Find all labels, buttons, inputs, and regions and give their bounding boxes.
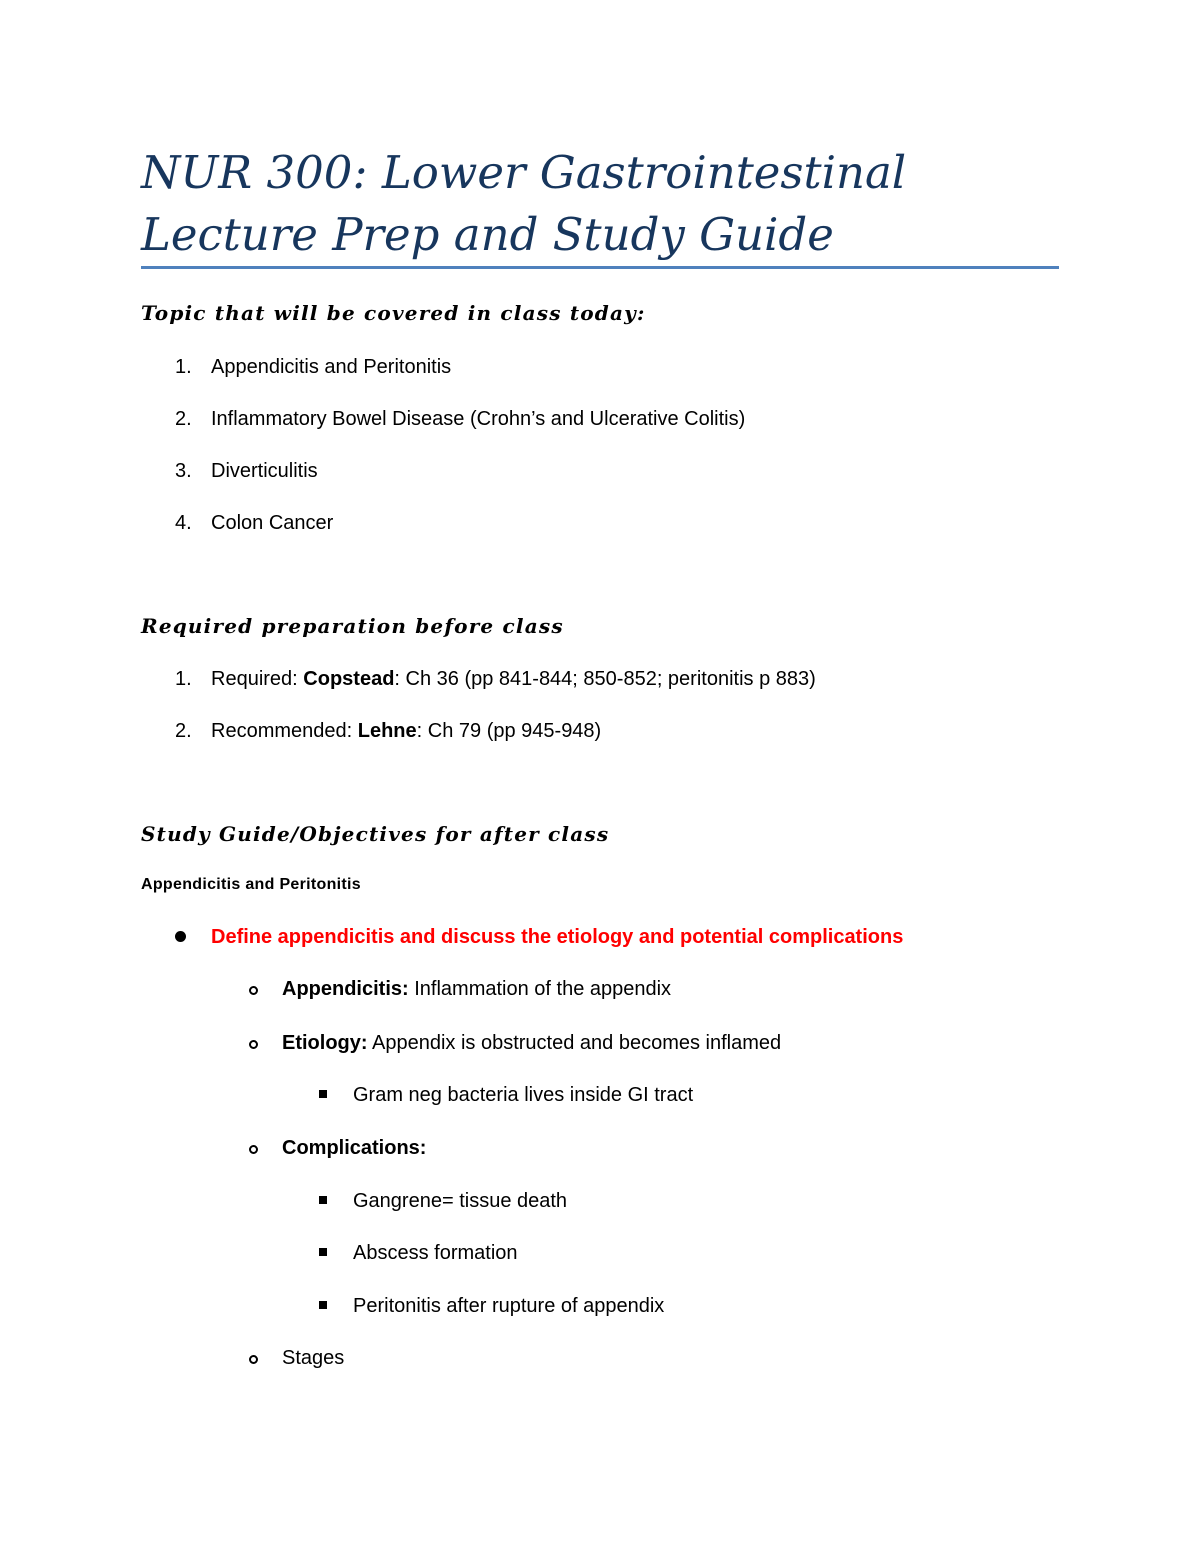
hollow-bullet-icon xyxy=(249,1145,258,1154)
requirement-label: Recommended: xyxy=(211,720,358,742)
definition-body: Inflammation of the appendix xyxy=(408,978,672,1000)
topics-heading: Topic that will be covered in class today: xyxy=(141,301,646,325)
reading-pages: : Ch 36 (pp 841-844; 850-852; peritonitis p 883) xyxy=(394,668,816,690)
topic-text: Appendicitis and Peritonitis xyxy=(211,356,452,378)
topic-text: Colon Cancer xyxy=(211,512,334,534)
title-line-1: NUR 300: Lower Gastrointestinal xyxy=(141,146,907,199)
preparation-text xyxy=(211,718,601,744)
textbook-name: Lehne xyxy=(357,720,417,742)
hollow-bullet-icon xyxy=(249,1355,258,1364)
etiology-term: Etiology: xyxy=(282,1032,368,1054)
title-divider xyxy=(141,266,1059,269)
complication-text: Abscess formation xyxy=(353,1242,518,1264)
requirement-label: Required: xyxy=(211,668,304,690)
square-bullet-icon xyxy=(319,1248,327,1256)
study-guide-subheading: Appendicitis and Peritonitis xyxy=(141,876,361,893)
hollow-bullet-icon xyxy=(249,986,258,995)
topic-text: Inflammatory Bowel Disease (Crohn’s and Ulcerative Colitis) xyxy=(211,408,746,430)
square-bullet-icon xyxy=(319,1090,327,1098)
list-number: 4. xyxy=(175,512,192,534)
list-number: 2. xyxy=(175,408,192,430)
title-line-2: Lecture Prep and Study Guide xyxy=(141,208,834,261)
study-guide-heading: Study Guide/Objectives for after class xyxy=(141,822,610,846)
preparation-text xyxy=(211,666,816,692)
etiology-text xyxy=(282,1030,781,1056)
objective-text: Define appendicitis and discuss the etiology and potential complications xyxy=(211,926,904,948)
topic-text: Diverticulitis xyxy=(211,460,318,482)
list-number: 1. xyxy=(175,668,192,690)
definition-term: Appendicitis: xyxy=(282,978,409,1000)
hollow-bullet-icon xyxy=(249,1040,258,1049)
list-number: 2. xyxy=(175,720,192,742)
textbook-name: Copstead xyxy=(303,668,395,690)
complication-text: Peritonitis after rupture of appendix xyxy=(353,1295,665,1317)
stages-text: Stages xyxy=(282,1347,345,1369)
list-number: 3. xyxy=(175,460,192,482)
filled-bullet-icon xyxy=(175,931,186,942)
square-bullet-icon xyxy=(319,1301,327,1309)
square-bullet-icon xyxy=(319,1196,327,1204)
complication-text: Gangrene= tissue death xyxy=(353,1190,568,1212)
definition-text xyxy=(282,976,671,1002)
reading-pages: : Ch 79 (pp 945-948) xyxy=(416,720,602,742)
list-number: 1. xyxy=(175,356,192,378)
document-title xyxy=(141,142,1058,266)
etiology-body: Appendix is obstructed and becomes inflamed xyxy=(367,1032,782,1054)
complications-term: Complications: xyxy=(282,1137,427,1159)
etiology-detail: Gram neg bacteria lives inside GI tract xyxy=(353,1084,694,1106)
preparation-heading: Required preparation before class xyxy=(141,614,564,638)
